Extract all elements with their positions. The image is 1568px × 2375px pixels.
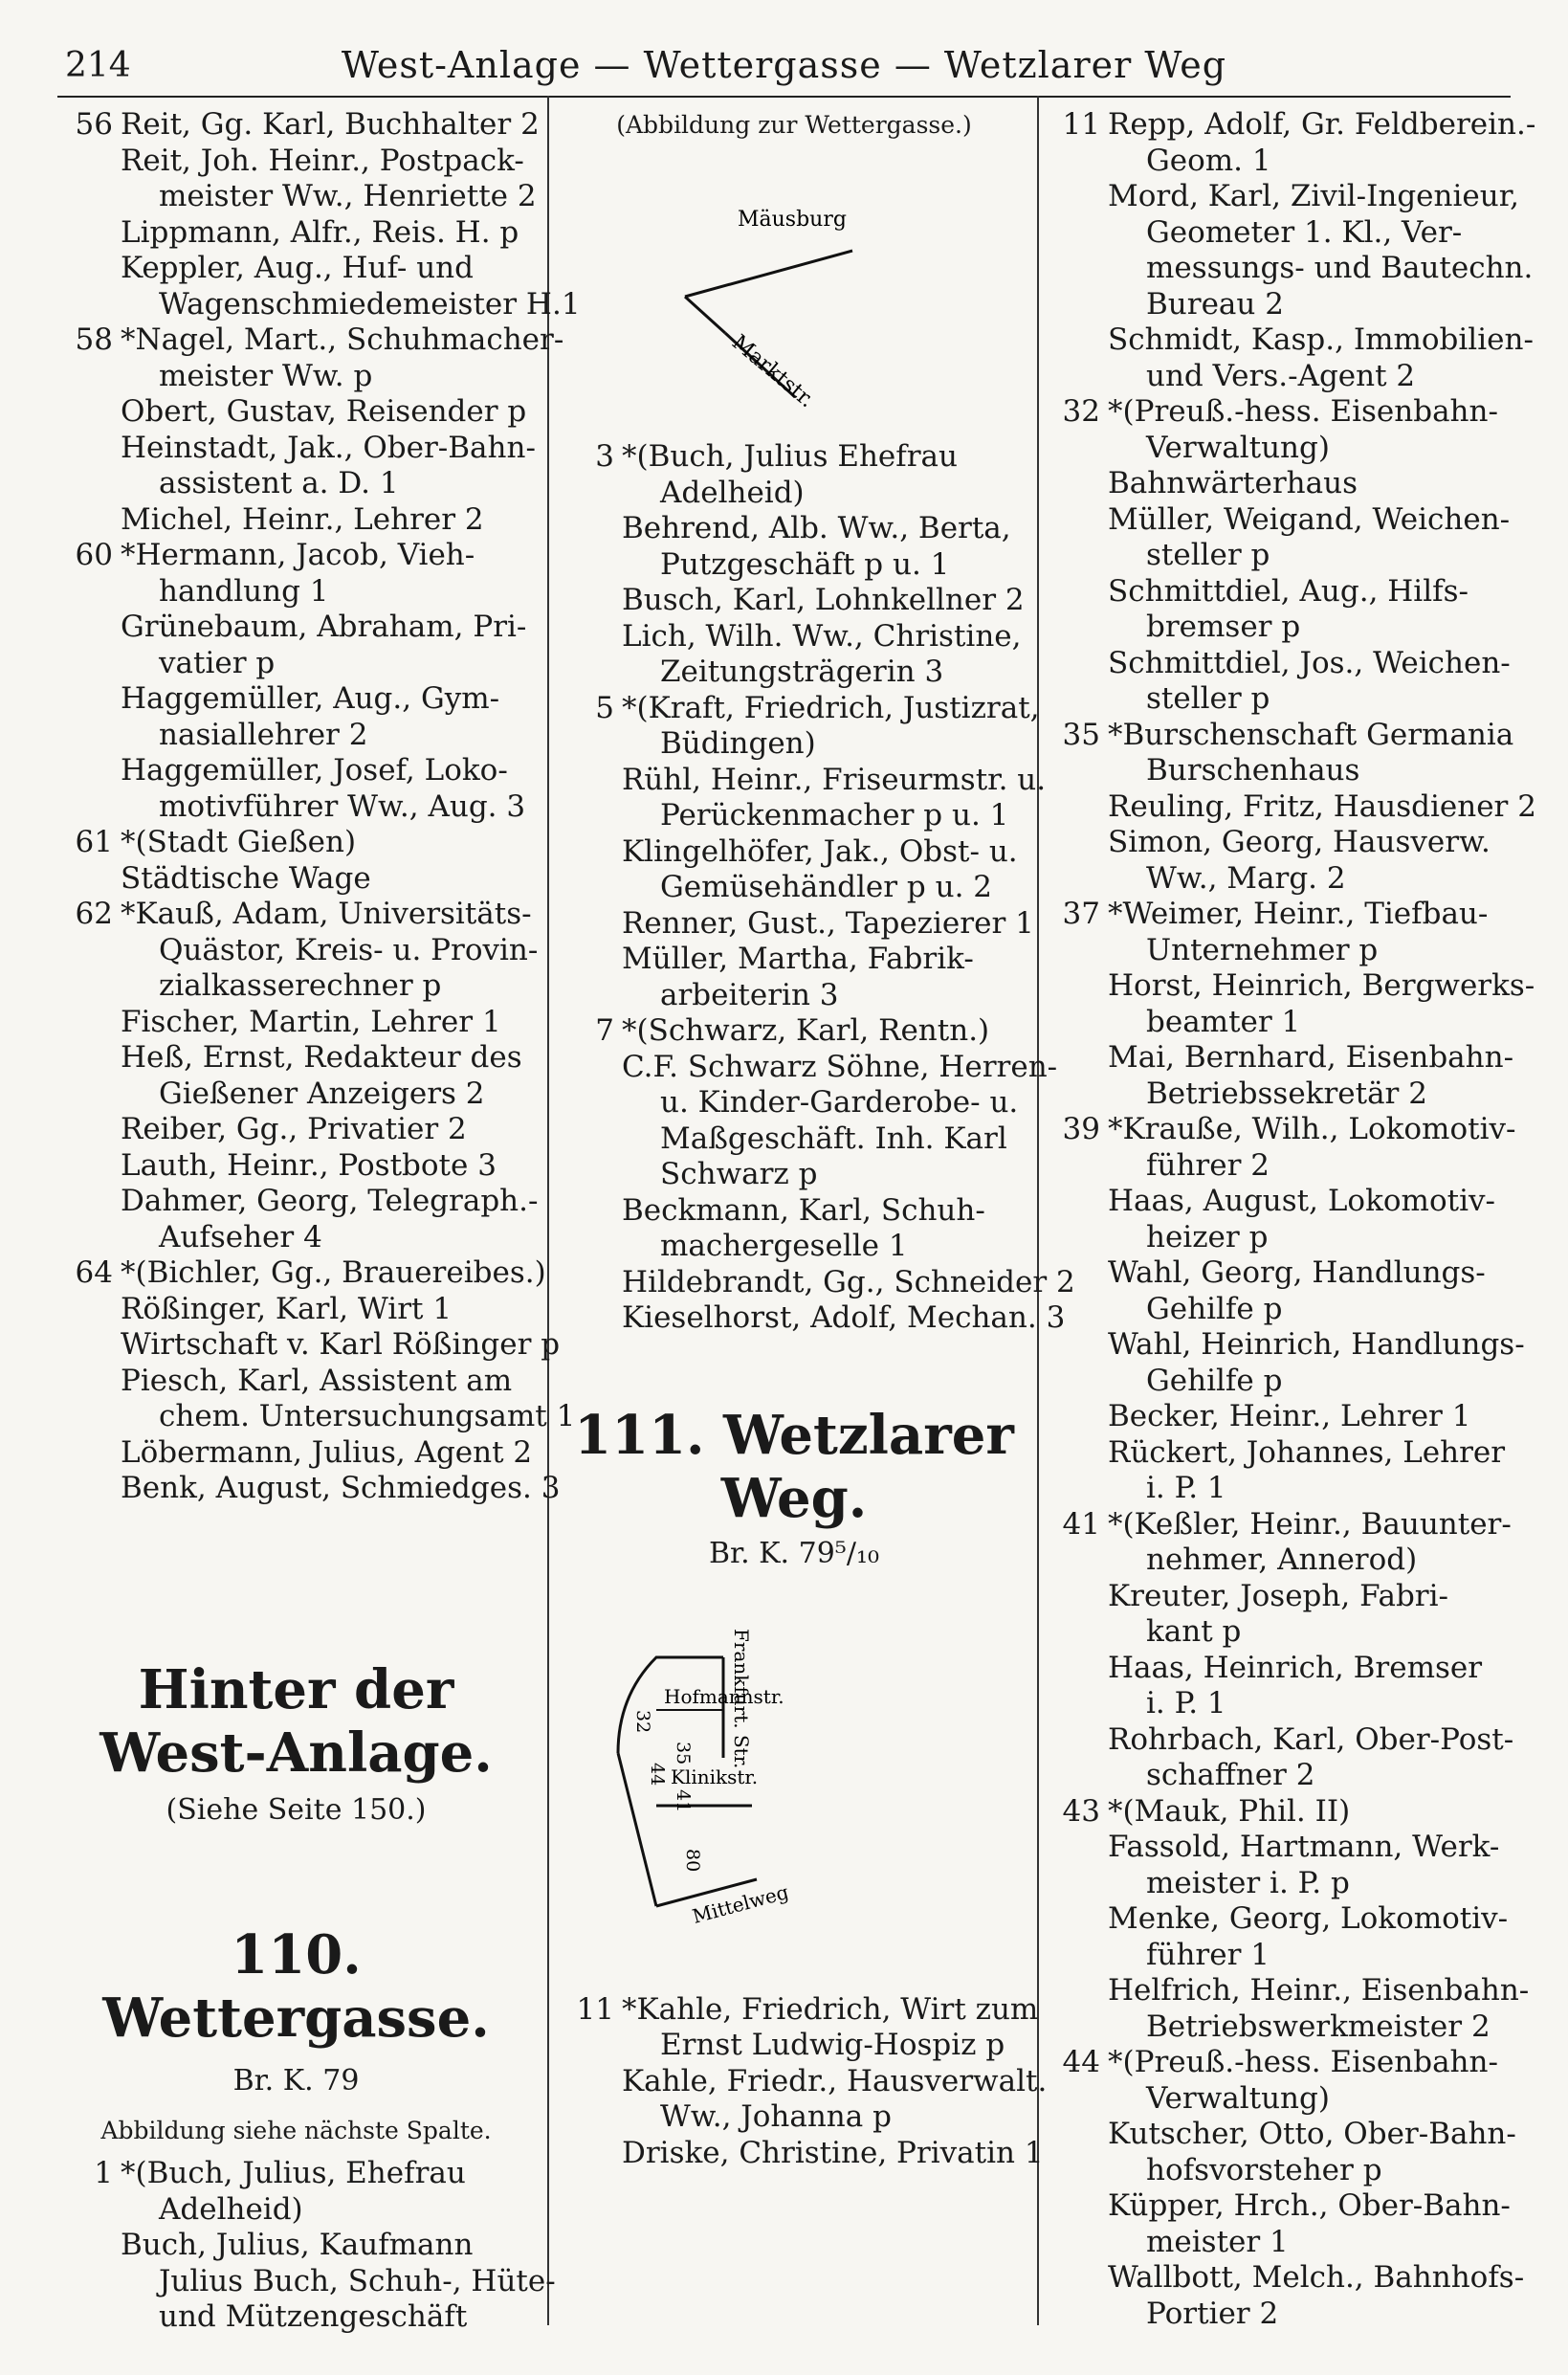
entry-line: Unternehmer p: [1146, 932, 1379, 967]
entry-line: Gehilfe p: [1146, 1363, 1283, 1398]
entry-line: Ernst Ludwig-Hospiz p: [660, 2028, 1005, 2062]
map-label-mausburg: Mäusburg: [738, 207, 847, 232]
entry-line: Portier 2: [1146, 2296, 1279, 2331]
hinter-title-1: Hinter der: [138, 1657, 454, 1721]
directory-entry: [1047, 1255, 1519, 1327]
map-street-line-1: [685, 251, 852, 297]
directory-entry: [59, 897, 539, 1005]
entry-line: Haas, Heinrich, Bremser: [1108, 1650, 1483, 1685]
entry-line: *Weimer, Heinr., Tiefbau-: [1108, 897, 1489, 931]
entry-line: führer 1: [1146, 1937, 1270, 1972]
directory-entry: [561, 1264, 1075, 1301]
entry-line: Haggemüller, Josef, Loko-: [121, 753, 508, 788]
directory-entry: [561, 2135, 1044, 2172]
column-divider-2: [1037, 96, 1039, 2325]
directory-entry: [59, 1005, 533, 1041]
directory-entry: [561, 511, 1027, 583]
entry-line: Beckmann, Karl, Schuh-: [622, 1192, 985, 1228]
entry-line: Haggemüller, Aug., Gym-: [121, 681, 500, 716]
directory-entry: [59, 394, 533, 431]
entry-line: Bahnwärterhaus: [1108, 466, 1358, 500]
directory-entry: [561, 439, 1027, 511]
entry-line: u. Kinder-Garderobe- u.: [660, 1085, 1019, 1120]
entry-line: Kahle, Friedr., Hausverwalt.: [622, 2063, 1048, 2098]
map-house-44: 44: [647, 1763, 668, 1787]
entry-line: Maßgeschäft. Inh. Karl: [660, 1121, 1007, 1156]
entry-line: steller p: [1146, 538, 1270, 572]
entry-line: Verwaltung): [1146, 2080, 1330, 2116]
entry-line: steller p: [1146, 681, 1270, 716]
entry-line: Menke, Georg, Lokomotiv-: [1108, 1901, 1509, 1936]
entry-line: Mord, Karl, Zivil-Ingenieur,: [1108, 179, 1519, 213]
entry-line: Driske, Christine, Privatin 1: [622, 2135, 1044, 2170]
directory-entry: [561, 1049, 1058, 1193]
directory-entry: [1047, 1901, 1519, 1973]
directory-entry: [1047, 968, 1535, 1040]
entry-line: Schwarz p: [660, 1157, 818, 1191]
entry-line: Bureau 2: [1146, 286, 1284, 322]
header-rule: [57, 96, 1511, 98]
column-2: [561, 107, 1075, 2171]
directory-entry: [59, 1112, 533, 1148]
directory-entry: [59, 610, 533, 681]
entry-line: Fischer, Martin, Lehrer 1: [121, 1004, 501, 1039]
directory-entry: [1047, 646, 1519, 718]
entry-line: Burschenhaus: [1146, 753, 1360, 788]
directory-entry: [59, 143, 537, 215]
entry-line: Simon, Georg, Hausverw.: [1108, 825, 1491, 859]
entry-line: Reit, Gg. Karl, Buchhalter 2: [121, 107, 540, 142]
directory-entry: [59, 1255, 546, 1292]
directory-entry: [59, 1184, 539, 1255]
entry-line: Heß, Ernst, Redakteur des: [121, 1040, 522, 1075]
column-3: [1047, 107, 1536, 2332]
entry-line: Quästor, Kreis- u. Provin-: [159, 932, 539, 967]
entry-line: Keppler, Aug., Huf- und: [121, 251, 474, 285]
house-number: 60: [75, 538, 113, 572]
entry-line: Gehilfe p: [1146, 1291, 1283, 1326]
wettergasse-brk: Br. K. 79: [232, 2064, 360, 2098]
entry-line: Michel, Heinr., Lehrer 2: [121, 501, 484, 537]
directory-entry: [1047, 2045, 1519, 2117]
house-number: 7: [595, 1013, 614, 1048]
hinter-title-2: West-Anlage.: [99, 1720, 493, 1785]
directory-entry: [1047, 1399, 1519, 1435]
entry-line: Klingelhöfer, Jak., Obst- u.: [622, 833, 1018, 869]
entry-line: kant p: [1146, 1614, 1242, 1649]
entry-line: Mai, Bernhard, Eisenbahn-: [1108, 1040, 1514, 1075]
house-number: 35: [1062, 717, 1100, 752]
running-title: West-Anlage — Wettergasse — Wetzlarer Weg: [341, 44, 1227, 86]
directory-entry: [1047, 897, 1519, 968]
directory-entry: [561, 583, 1027, 619]
directory-entry: [561, 619, 1027, 691]
directory-entry: [59, 681, 533, 753]
entry-line: Rößinger, Karl, Wirt 1: [121, 1291, 453, 1326]
house-number: 62: [75, 897, 113, 931]
entry-line: Dahmer, Georg, Telegraph.-: [121, 1184, 539, 1218]
entry-line: Schmittdiel, Aug., Hilfs-: [1108, 573, 1469, 609]
directory-entry: [1047, 2260, 1525, 2332]
entry-line: Wirtschaft v. Karl Rößinger p: [121, 1327, 561, 1362]
entry-line: heizer p: [1146, 1219, 1269, 1254]
house-number: 61: [75, 825, 113, 859]
wetzlarer-title: 111. Wetzlarer Weg.: [574, 1403, 1014, 1530]
house-number: 32: [1062, 394, 1100, 429]
directory-entry: [59, 1327, 561, 1364]
map-house-41: 41: [673, 1789, 694, 1813]
house-number: 44: [1062, 2045, 1100, 2079]
directory-entry: [1047, 502, 1519, 574]
directory-entry: [1047, 1794, 1519, 1831]
directory-entry: [59, 502, 533, 539]
wetzlarer-entries: [561, 1991, 1048, 2172]
directory-entry: [561, 942, 1027, 1013]
directory-entry: [59, 2156, 533, 2228]
entry-line: Städtische Wage: [121, 860, 371, 896]
entry-line: *(Kraft, Friedrich, Justizrat,: [622, 690, 1040, 725]
entry-line: Renner, Gust., Tapezierer 1: [622, 905, 1034, 941]
entry-line: Rohrbach, Karl, Ober-Post-: [1108, 1721, 1514, 1757]
entry-line: Rückert, Johannes, Lehrer: [1108, 1434, 1506, 1470]
entry-line: beamter 1: [1146, 1004, 1301, 1039]
directory-entry: [59, 1292, 533, 1328]
entry-line: meister 1: [1146, 2224, 1289, 2259]
map-house-35: 35: [673, 1742, 694, 1765]
entry-line: Gemüsehändler p u. 2: [660, 870, 993, 904]
entry-line: Wahl, Heinrich, Handlungs-: [1108, 1327, 1525, 1362]
entry-line: Haas, August, Lokomotiv-: [1108, 1184, 1495, 1218]
entry-line: Adelheid): [159, 2191, 303, 2227]
house-number: 39: [1062, 1112, 1100, 1146]
entry-line: Wagenschmiedemeister H.1: [159, 286, 581, 322]
directory-entry: [1047, 1651, 1519, 1722]
directory-entry: [1047, 1973, 1530, 2045]
directory-entry: [59, 538, 533, 610]
directory-entry: [561, 2063, 1048, 2136]
directory-entry: [59, 1471, 561, 1507]
directory-entry: [1047, 107, 1536, 179]
house-number: 11: [1062, 107, 1100, 142]
entry-line: i. P. 1: [1146, 1471, 1226, 1505]
entry-line: Küpper, Hrch., Ober-Bahn-: [1108, 2188, 1511, 2223]
entry-line: *(Preuß.-hess. Eisenbahn-: [1108, 2045, 1498, 2079]
entry-line: Obert, Gustav, Reisender p: [121, 394, 527, 429]
entry-line: machergeselle 1: [660, 1229, 908, 1263]
entry-line: *Nagel, Mart., Schuhmacher-: [121, 322, 564, 357]
entry-line: zialkasserechner p: [159, 968, 442, 1003]
entry-line: Becker, Heinr., Lehrer 1: [1108, 1399, 1471, 1433]
entry-line: *(Schwarz, Karl, Rentn.): [622, 1013, 990, 1048]
directory-entry: [59, 1148, 533, 1185]
entry-line: Grünebaum, Abraham, Pri-: [121, 610, 527, 644]
page-number: 214: [65, 46, 131, 85]
entry-line: Müller, Martha, Fabrik-: [622, 942, 974, 976]
directory-entry: [59, 1435, 533, 1472]
directory-entry: [1047, 1830, 1519, 1901]
entry-line: *Kauß, Adam, Universitäts-: [121, 897, 532, 931]
entry-line: Löbermann, Julius, Agent 2: [121, 1434, 533, 1470]
entry-line: Ww., Marg. 2: [1146, 860, 1346, 896]
entry-line: *(Preuß.-hess. Eisenbahn-: [1108, 394, 1498, 429]
directory-entry: [59, 1363, 576, 1435]
house-number: 58: [75, 322, 113, 357]
entry-line: Rühl, Heinr., Friseurmstr. u.: [622, 762, 1047, 797]
house-number: 43: [1062, 1793, 1100, 1829]
entry-line: meister Ww. p: [159, 358, 373, 393]
directory-entry: [1047, 1579, 1519, 1651]
entry-line: motivführer Ww., Aug. 3: [159, 788, 526, 824]
entry-line: chem. Untersuchungsamt 1: [159, 1399, 576, 1433]
entry-line: Wallbott, Melch., Bahnhofs-: [1108, 2260, 1525, 2295]
entry-line: *Hermann, Jacob, Vieh-: [121, 538, 475, 572]
wetzlarer-brk: Br. K. 79⁵/₁₀: [708, 1536, 879, 1570]
entry-line: Schmittdiel, Jos., Weichen-: [1108, 645, 1511, 680]
map-label-hofmann: Hofmannstr.: [664, 1685, 784, 1708]
entry-line: und Vers.-Agent 2: [1146, 358, 1416, 393]
map-house-32: 32: [632, 1710, 653, 1734]
directory-entry: [1047, 1112, 1519, 1184]
wettergasse-figure-caption: (Abbildung zur Wettergasse.): [616, 111, 972, 139]
map-label-marktstr: Marktstr.: [727, 329, 819, 412]
directory-entry: [1047, 1040, 1519, 1112]
entry-line: Kreuter, Joseph, Fabri-: [1108, 1578, 1449, 1613]
house-number: 5: [595, 690, 614, 725]
entry-line: nehmer, Annerod): [1146, 1543, 1418, 1577]
entry-line: Wahl, Georg, Handlungs-: [1108, 1255, 1486, 1290]
entry-line: Hildebrandt, Gg., Schneider 2: [622, 1264, 1075, 1299]
entry-line: und Mützengeschäft: [159, 2299, 468, 2334]
entry-line: Horst, Heinrich, Bergwerks-: [1108, 968, 1535, 1003]
entry-line: schaffner 2: [1146, 1758, 1315, 1792]
entry-line: Heinstadt, Jak., Ober-Bahn-: [121, 430, 536, 465]
map-label-frankfurter: Frankfurt. Str.: [730, 1629, 753, 1769]
directory-entry: [59, 1040, 533, 1112]
house-number: 56: [75, 107, 113, 142]
wettergasse-entries: [59, 2156, 556, 2336]
entry-line: *Kahle, Friedrich, Wirt zum: [622, 1991, 1039, 2027]
entry-line: Piesch, Karl, Assistent am: [121, 1363, 513, 1398]
entry-line: Benk, August, Schmiedges. 3: [121, 1471, 561, 1505]
entry-line: Gießener Anzeigers 2: [159, 1076, 485, 1111]
house-number: 11: [576, 1991, 614, 2027]
directory-entry: [1047, 1435, 1519, 1507]
col3-entries: [1047, 107, 1536, 2332]
entry-line: Lauth, Heinr., Postbote 3: [121, 1147, 497, 1183]
wettergasse-title: 110. Wettergasse.: [102, 1923, 490, 2050]
directory-entry: [1047, 322, 1534, 394]
entry-line: Perückenmacher p u. 1: [660, 798, 1009, 832]
entry-line: Lippmann, Alfr., Reis. H. p: [121, 214, 519, 250]
directory-entry: [1047, 466, 1519, 502]
directory-entry: [1047, 1184, 1519, 1255]
directory-entry: [561, 834, 1027, 906]
entry-line: Betriebssekretär 2: [1146, 1076, 1427, 1111]
entry-line: *(Bichler, Gg., Brauereibes.): [121, 1255, 546, 1290]
entry-line: arbeiterin 3: [660, 977, 839, 1012]
entry-line: Lich, Wilh. Ww., Christine,: [622, 618, 1022, 654]
directory-entry: [1047, 1507, 1519, 1579]
entry-line: Geom. 1: [1146, 143, 1271, 178]
entry-line: *(Buch, Julius, Ehefrau: [121, 2156, 466, 2190]
directory-entry: [561, 1991, 1039, 2064]
map-street-line-2: [685, 297, 725, 333]
directory-entry: [561, 905, 1034, 943]
entry-line: Büdingen): [660, 726, 816, 761]
column-divider-1: [547, 96, 549, 2325]
house-number: 3: [595, 439, 614, 474]
directory-entry: [1047, 825, 1519, 897]
entry-line: Aufseher 4: [159, 1219, 322, 1254]
directory-entry: [59, 2228, 556, 2336]
entry-line: *(Mauk, Phil. II): [1108, 1793, 1351, 1829]
entry-line: C.F. Schwarz Söhne, Herren-: [622, 1049, 1058, 1084]
directory-entry: [59, 753, 533, 825]
entry-line: Repp, Adolf, Gr. Feldberein.-: [1108, 107, 1536, 142]
entry-line: vatier p: [159, 645, 276, 680]
entry-line: Geometer 1. Kl., Ver-: [1146, 214, 1463, 250]
entry-line: handlung 1: [159, 573, 329, 609]
entry-line: assistent a. D. 1: [159, 466, 399, 500]
entry-line: Helfrich, Heinr., Eisenbahn-: [1108, 1973, 1530, 2008]
entry-line: Julius Buch, Schuh-, Hüte-: [159, 2263, 556, 2298]
directory-entry: [561, 690, 1040, 763]
directory-entry: [59, 107, 540, 144]
entry-line: *Burschenschaft Germania: [1108, 717, 1514, 752]
entry-line: hofsvorsteher p: [1146, 2152, 1382, 2187]
entry-line: Busch, Karl, Lohnkellner 2: [622, 583, 1025, 617]
directory-entry: [561, 1193, 1027, 1265]
directory-entry: [561, 1300, 1066, 1337]
column-1: [59, 107, 581, 2336]
entry-line: Schmidt, Kasp., Immobilien-: [1108, 322, 1534, 357]
entry-line: Müller, Weigand, Weichen-: [1108, 501, 1511, 537]
directory-entry: [1047, 1327, 1525, 1399]
entry-line: Putzgeschäft p u. 1: [660, 546, 950, 582]
directory-entry: [59, 861, 533, 898]
entry-line: Kutscher, Otto, Ober-Bahn-: [1108, 2117, 1516, 2151]
directory-entry: [1047, 2188, 1519, 2260]
entry-line: Reuling, Fritz, Hausdiener 2: [1108, 788, 1536, 824]
map-label-mittelweg: Mittelweg: [690, 1880, 791, 1928]
directory-entry: [1047, 2117, 1519, 2188]
house-number: 1: [94, 2156, 113, 2190]
entry-line: Reit, Joh. Heinr., Postpack-: [121, 143, 524, 178]
entry-line: Behrend, Alb. Ww., Berta,: [622, 511, 1011, 545]
entry-line: *(Stadt Gießen): [121, 825, 357, 859]
directory-entry: [59, 430, 536, 502]
entry-line: Verwaltung): [1146, 430, 1330, 465]
map-house-80: 80: [682, 1849, 703, 1873]
directory-entry: [1047, 718, 1519, 789]
entry-line: nasiallehrer 2: [159, 717, 368, 752]
wettergasse-street-map: [561, 144, 1027, 431]
entry-line: Betriebswerkmeister 2: [1146, 2009, 1491, 2044]
entry-line: Adelheid): [660, 475, 805, 510]
col1-entries: [59, 107, 581, 1507]
wettergasse-note: Abbildung siehe nächste Spalte.: [100, 2116, 492, 2144]
entry-line: *(Buch, Julius Ehefrau: [622, 439, 959, 474]
directory-entry: [561, 762, 1047, 834]
directory-entry: [561, 1013, 1027, 1050]
directory-entry: [59, 215, 533, 252]
directory-entry: [1047, 394, 1519, 466]
directory-entry: [59, 251, 581, 322]
entry-line: meister Ww., Henriette 2: [159, 179, 537, 213]
entry-line: Kieselhorst, Adolf, Mechan. 3: [622, 1300, 1066, 1335]
entry-line: Buch, Julius, Kaufmann: [121, 2228, 474, 2262]
entry-line: Reiber, Gg., Privatier 2: [121, 1112, 467, 1146]
directory-entry: [1047, 179, 1534, 322]
directory-entry: [59, 825, 533, 861]
house-number: 64: [75, 1255, 113, 1290]
entry-line: *Krauße, Wilh., Lokomotiv-: [1108, 1112, 1516, 1146]
col2-entries: [561, 439, 1075, 1337]
entry-line: i. P. 1: [1146, 1686, 1226, 1720]
house-number: 41: [1062, 1506, 1100, 1542]
entry-line: führer 2: [1146, 1147, 1270, 1183]
house-number: 37: [1062, 897, 1100, 931]
entry-line: meister i. P. p: [1146, 1865, 1350, 1900]
entry-line: *(Keßler, Heinr., Bauunter-: [1108, 1506, 1512, 1542]
wetzlarer-street-map: [561, 1571, 1027, 1983]
page-header: [57, 36, 1511, 94]
hinter-reference: (Siehe Seite 150.): [166, 1792, 427, 1827]
directory-entry: [1047, 1722, 1519, 1794]
entry-line: messungs- und Bautechn.: [1146, 251, 1534, 285]
directory-entry: [1047, 788, 1536, 826]
map-label-klinik: Klinikstr.: [671, 1765, 759, 1788]
directory-entry: [1047, 574, 1519, 646]
entry-line: Ww., Johanna p: [660, 2099, 892, 2134]
entry-line: Zeitungsträgerin 3: [660, 655, 944, 689]
directory-entry: [59, 322, 564, 394]
entry-line: Fassold, Hartmann, Werk-: [1108, 1830, 1500, 1864]
entry-line: bremser p: [1146, 610, 1301, 644]
